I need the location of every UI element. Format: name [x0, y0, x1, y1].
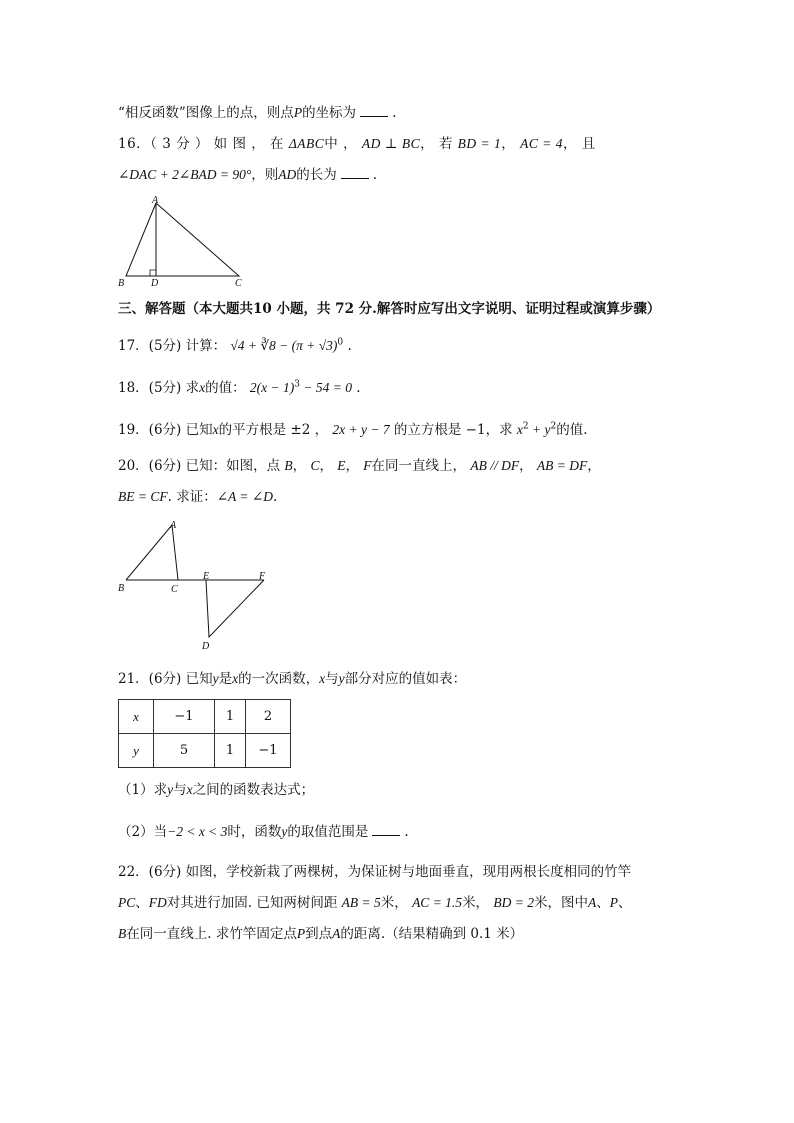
q16-text2: ， 若 — [420, 136, 453, 152]
q21-x: x — [232, 671, 239, 686]
triangle-abc — [126, 203, 239, 276]
q16-perp: AD ⊥ BC — [361, 136, 421, 151]
q20-b: B — [284, 458, 293, 473]
q20-num: 20．(6分) 已知：如图，点 — [118, 458, 281, 474]
section-3-title: 三、解答题（本大题共10 小题，共 72 分.解答时应写出文字说明、证明过程或演算步骤） — [118, 301, 661, 317]
q19-x2: x — [516, 422, 523, 437]
q19: 19．(6分) 已知x的平方根是 ±2 ， 2x + y − 7 的立方根是 −1，求 $x^2 + y^2$的值. — [118, 421, 588, 438]
q19-text2: 的立方根是 −1，求 — [393, 422, 513, 438]
label-d: D — [202, 641, 210, 652]
q20-f: F — [363, 458, 372, 473]
q21-text2: 部分对应的值如表： — [344, 671, 467, 687]
q21-part1-text: （1）求 — [118, 782, 168, 798]
q20-par: AB // DF — [470, 458, 520, 473]
q21-part1 — [118, 781, 314, 799]
q16-text5: 的长为 — [296, 167, 337, 183]
q18-exp: 3 — [294, 379, 300, 390]
label-b: B — [118, 278, 125, 289]
q21-y2: y — [338, 671, 345, 686]
q21-part2-mid: 时，函数 — [227, 824, 282, 840]
q15-text2: 的坐标为 — [302, 105, 357, 121]
q20-eq: AB = DF — [536, 458, 588, 473]
q18-num: 18．(5分) 求 — [118, 380, 200, 396]
q21-part2-text: （2）当 — [118, 824, 168, 840]
q17-expr: √4 + ∛8 − (π + √3) — [230, 338, 338, 353]
q21-text: 的一次函数， — [238, 671, 320, 687]
label-f: F — [259, 571, 266, 582]
q19-text: 的平方根是 ±2 ， — [218, 422, 329, 438]
q22-line3 — [118, 925, 523, 943]
q21-end: . — [404, 824, 409, 840]
q21-num: 21．(6分) 已知 — [118, 671, 213, 687]
q21-value-table — [118, 699, 291, 768]
q17-num: 17．(5分) 计算： — [118, 338, 227, 354]
q16-triangle-figure — [114, 194, 250, 290]
q16-line2 — [118, 166, 377, 184]
q18-expr: 2(x − 1) — [249, 380, 295, 395]
q17-end: . — [347, 338, 352, 354]
q22-ac: AC = 1.5 — [412, 895, 463, 910]
q19-plus: + y — [528, 422, 551, 437]
q22-bd: BD = 2 — [493, 895, 534, 910]
q15-var: P — [293, 105, 303, 120]
q16-eq: ∠DAC + 2∠BAD = 90° — [118, 167, 252, 182]
q19-text3: 的值. — [556, 422, 588, 438]
triangle-def — [206, 580, 264, 637]
triangle-abc-20 — [126, 525, 178, 580]
q19-expr: 2x + y − 7 — [332, 422, 390, 437]
q16-text4: ，则 — [251, 167, 279, 183]
q21-part2-tail: 的取值范围是 — [287, 824, 369, 840]
q16-sep: ， — [501, 136, 516, 152]
q21-is: 是 — [218, 671, 233, 687]
table-cell: 1 — [215, 700, 246, 734]
q18-expr-tail: − 54 = 0 — [299, 380, 352, 395]
q18-x: x — [199, 380, 206, 395]
table-cell: 2 — [246, 700, 291, 734]
q20-line2 — [118, 488, 277, 506]
q22-b: B — [118, 926, 127, 941]
q16-text3: ， 且 — [562, 136, 596, 152]
q22-mi2: 米， — [462, 895, 490, 911]
table-cell: −1 — [154, 700, 215, 734]
q15-text: “相反函数”图像上的点，则点 — [118, 105, 294, 121]
q22-text: 对其进行加固. 已知两树间距 — [166, 895, 338, 911]
q16-text: 中 ， — [324, 136, 358, 152]
q16-line1 — [118, 135, 596, 153]
label-b: B — [118, 583, 125, 594]
q22-text3: 到点 — [305, 926, 333, 942]
label-c: C — [171, 584, 178, 595]
answer-blank[interactable] — [360, 104, 388, 117]
q16-ad: AD — [278, 167, 297, 182]
q22-mi1: 米， — [380, 895, 408, 911]
answer-blank[interactable] — [341, 166, 369, 179]
q16-num: 16．（ 3 分 ） 如 图 ， 在 — [118, 136, 285, 152]
label-a: A — [152, 195, 159, 206]
q21-range: −2 < x < 3 — [167, 824, 228, 839]
answer-blank[interactable] — [372, 823, 400, 836]
q22-line1: 22．(6分) 如图，学校新栽了两棵树，为保证树与地面垂直，现用两根长度相同的竹竿 — [118, 864, 632, 880]
label-a: A — [170, 520, 177, 531]
q18 — [118, 379, 361, 397]
q20-e: E — [337, 458, 346, 473]
q22-fd: FD — [148, 895, 167, 910]
q21-y: y — [212, 671, 219, 686]
q16-end: . — [372, 167, 378, 183]
q15-tail — [118, 104, 396, 122]
right-angle-mark — [150, 270, 156, 276]
label-e: E — [203, 571, 210, 582]
table-cell: x — [119, 700, 154, 734]
q19-x: x — [212, 422, 219, 437]
q21-intro — [118, 670, 466, 688]
q20-text: 在同一直线上， — [371, 458, 467, 474]
q22-text4: 的距离.（结果精确到 0.1 米） — [340, 926, 524, 942]
table-cell: 5 — [154, 734, 215, 768]
q21-and2: 与 — [173, 782, 187, 798]
q21-y3: y — [167, 782, 174, 797]
q21-y4: y — [281, 824, 288, 839]
q20-c: C — [310, 458, 320, 473]
q20-eq2: BE = CF — [118, 489, 168, 504]
label-c: C — [235, 278, 242, 289]
label-d: D — [151, 278, 159, 289]
q19-num: 19．(6分) 已知 — [118, 422, 213, 438]
q17-exp: 0 — [337, 337, 344, 348]
q22-p: P — [609, 895, 618, 910]
q16-bd: BD = 1 — [457, 136, 502, 151]
q21-part1-tail: 之间的函数表达式； — [192, 782, 315, 798]
q16-ac: AC = 4 — [520, 136, 563, 151]
table-cell: −1 — [246, 734, 291, 768]
q22-text2: 在同一直线上. 求竹竿固定点 — [126, 926, 297, 942]
table-cell: 1 — [215, 734, 246, 768]
q20-proof: ∠A = ∠D — [216, 489, 273, 504]
q16-tri: ΔABC — [288, 136, 325, 151]
q22-ab: AB = 5 — [341, 895, 381, 910]
table-row — [119, 734, 291, 768]
q21-x2: x — [319, 671, 326, 686]
q20-end: . — [272, 489, 278, 505]
table-row — [119, 700, 291, 734]
q17 — [118, 337, 352, 355]
q15-end: . — [392, 105, 397, 121]
q20-line1: 20．(6分) 已知：如图，点 B， C， E， F在同一直线上， AB // DF， AB = DF， — [118, 458, 601, 474]
q18-end: . — [356, 380, 361, 396]
q22-p2: P — [296, 926, 306, 941]
q21-part2 — [118, 823, 409, 841]
q22-pc: PC — [118, 895, 136, 910]
q22-line2: PC、FD对其进行加固. 已知两树间距 AB = 5米， AC = 1.5米， BD = 2米，图中A、P、 — [118, 895, 632, 911]
q22-a: A — [587, 895, 597, 910]
q21-and: 与 — [325, 671, 339, 687]
q20-figure — [114, 516, 274, 654]
q20-text2: . 求证： — [167, 489, 217, 505]
q18-text: 的值： — [205, 380, 246, 396]
table-cell: y — [119, 734, 154, 768]
q21-x3: x — [186, 782, 193, 797]
q22-mi3: 米，图中 — [533, 895, 588, 911]
q22-a2: A — [332, 926, 341, 941]
